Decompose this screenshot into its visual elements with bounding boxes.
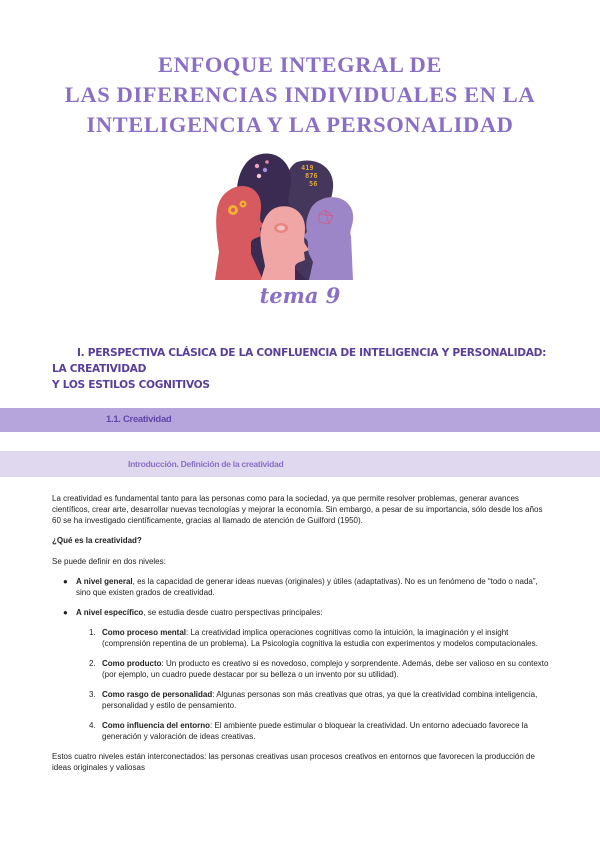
heads-illustration: [215, 150, 360, 280]
level-text: , es la capacidad de generar ideas nuevas (originales) y útiles (adaptativas). No es un fenómeno de “todo o nada”, sino que existen grados de creatividad.: [76, 577, 538, 597]
bullet-icon: ●: [63, 577, 68, 586]
level-text: , se estudia desde cuatro perspectivas principales:: [143, 608, 323, 617]
item-number: 1.: [89, 628, 96, 637]
item-number: 4.: [89, 721, 96, 730]
perspective-text: : La creatividad implica operaciones cognitivas como la intuición, la imaginación y el insight (comprensión repentina de un problema). La Psicología cognitiva la estudia con experimentos y modelos computacionales.: [102, 628, 538, 648]
item-number: 3.: [89, 690, 96, 699]
perspective-term: Como producto: [102, 659, 162, 668]
level-term: A nivel específico: [76, 608, 144, 617]
perspective-text: : El ambiente puede estimular o bloquear la creatividad. Un entorno adecuado favorece la generación y valoración de ideas creativas.: [102, 721, 528, 741]
list-item: [76, 689, 552, 711]
list-item: [52, 576, 552, 598]
subsection-band: [0, 408, 600, 432]
perspective-text: : Un producto es creativo si es novedoso, complejo y sorprendente. Además, debe ser valioso en su contexto (por ejemplo, un cuadro puede destacar por su belleza o un invento por su utilidad).: [102, 659, 549, 679]
svg-text:419: 419: [301, 164, 314, 172]
levels-list: [52, 576, 552, 742]
bullet-icon: ●: [63, 608, 68, 617]
title-line-3: INTELIGENCIA Y LA PERSONALIDAD: [86, 112, 514, 137]
title-line-2: LAS DIFERENCIAS INDIVIDUALES EN LA: [64, 82, 536, 107]
list-item: [76, 720, 552, 742]
perspectives-list: [76, 627, 552, 742]
item-number: 2.: [89, 659, 96, 668]
subsection-label: 1.1. Creatividad: [106, 414, 172, 425]
document-title: [0, 50, 600, 140]
question-heading: ¿Qué es la creatividad?: [52, 536, 142, 545]
perspective-term: Como influencia del entorno: [102, 721, 211, 730]
list-item: [76, 627, 552, 649]
tema-label: tema 9: [259, 283, 341, 308]
list-item: [76, 658, 552, 680]
svg-text:56: 56: [309, 180, 318, 188]
perspective-text: : Algunas personas son más creativas que otras, ya que la creatividad combina inteligencia, personalidad y estilo de pensamiento.: [102, 690, 538, 710]
section-heading-line-2: Y LOS ESTILOS COGNITIVOS: [52, 379, 210, 391]
title-line-1: ENFOQUE INTEGRAL DE: [158, 52, 442, 77]
list-item: [52, 607, 552, 742]
body-content: [52, 493, 552, 782]
define-intro: Se puede definir en dos niveles:: [52, 557, 166, 566]
subsubsection-label: Introducción. Definición de la creatividad: [128, 459, 284, 469]
closing-paragraph: Estos cuatro niveles están interconectados: las personas creativas usan procesos creativos en entornos que favorecen la producción de ideas originales y valiosas: [52, 752, 535, 772]
section-heading: [52, 345, 562, 393]
perspective-term: Como rasgo de personalidad: [102, 690, 213, 699]
section-heading-line-1: I. PERSPECTIVA CLÁSICA DE LA CONFLUENCIA DE INTELIGENCIA Y PERSONALIDAD: LA CREATIVIDAD: [52, 347, 547, 375]
svg-text:876: 876: [305, 172, 318, 180]
perspective-term: Como proceso mental: [102, 628, 187, 637]
brain-icon: [274, 223, 288, 233]
subsubsection-band: [0, 451, 600, 477]
intro-paragraph: La creatividad es fundamental tanto para las personas como para la sociedad, ya que permite resolver problemas, generar avances científicos, crear arte, desarrollar nuevas tecnologías y mejorar la economía. Sin embargo, a pesar de su importancia, sólo desde los años 60 se ha investigado científicamente, gracias al llamado de atención de Guilford (1950).: [52, 494, 543, 525]
level-term: A nivel general: [76, 577, 133, 586]
